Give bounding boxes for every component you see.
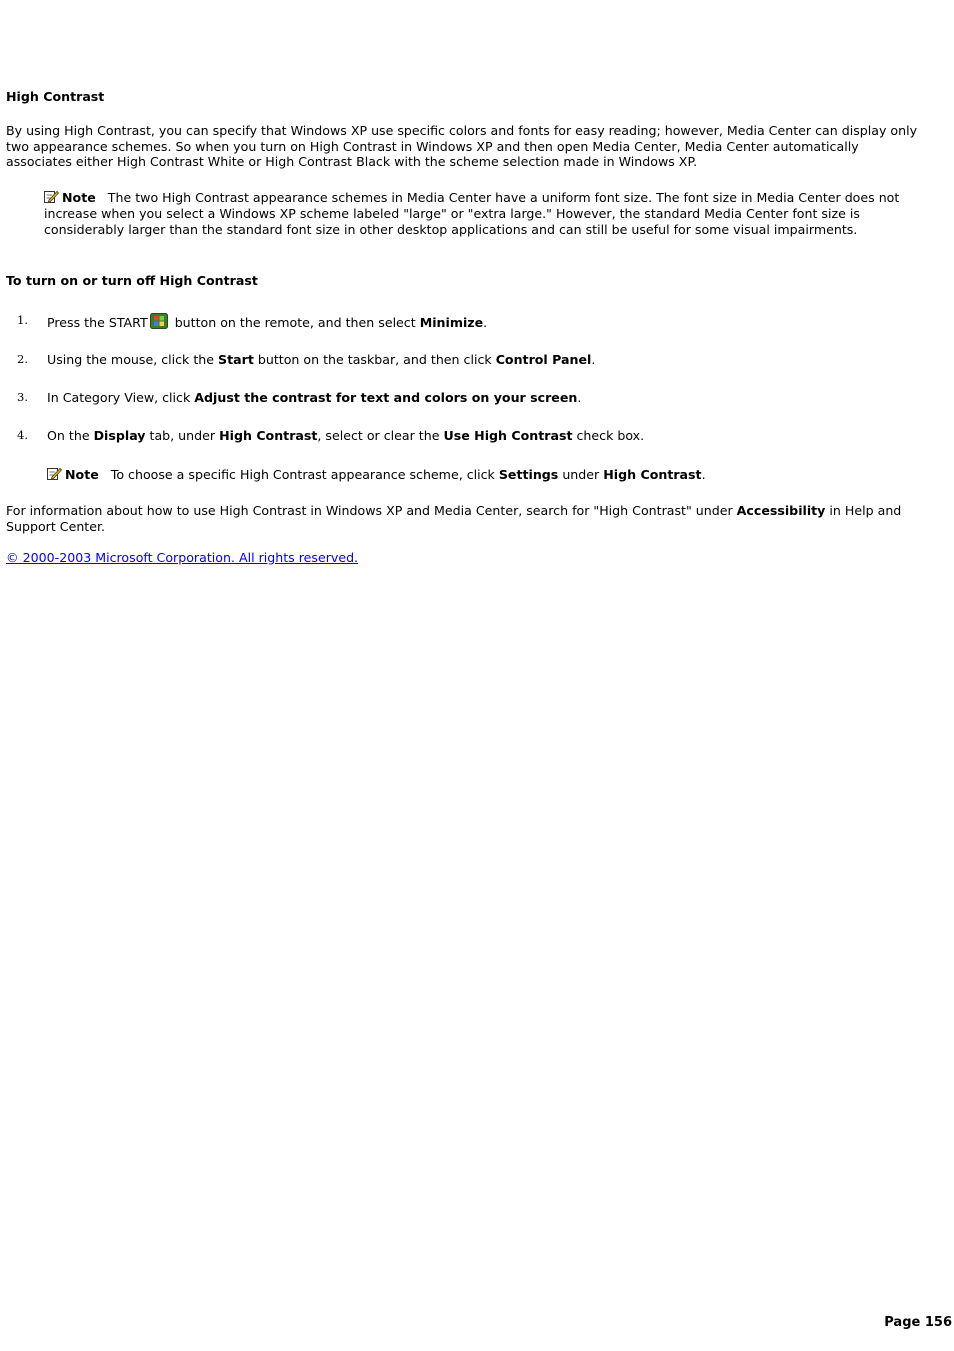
step-2 xyxy=(0,352,924,372)
ui-term-high-contrast: High Contrast xyxy=(219,428,318,443)
page-number: Page 156 xyxy=(884,1315,952,1330)
copyright-line xyxy=(6,550,924,566)
step-text: Using the mouse, click the xyxy=(47,352,215,367)
step-1 xyxy=(0,313,924,333)
ui-term-control-panel: Control Panel xyxy=(495,352,592,367)
step-text: In Category View, click xyxy=(47,390,191,405)
ui-term-accessibility: Accessibility xyxy=(736,503,826,518)
step-number: 4. xyxy=(17,428,28,442)
note-label: Note xyxy=(65,467,99,482)
info-text: in Help and Support Center. xyxy=(6,503,902,534)
note-text: The two High Contrast appearance schemes in Media Center have a uniform font size. The font size in Media Center does not increase when you select a Windows XP scheme labeled "large" or "extra large." However, the standard Media Center font size is considerably larger than the standard font size in other desktop applications and can still be useful for some visual impairments. xyxy=(44,190,900,237)
copyright-link[interactable]: © 2000-2003 Microsoft Corporation. All rights reserved. xyxy=(6,550,359,565)
note-pencil-icon xyxy=(47,467,62,480)
ui-term-high-contrast: High Contrast xyxy=(603,467,702,482)
step-text: . xyxy=(483,315,488,330)
ui-term-start: Start xyxy=(218,352,254,367)
note-text: . xyxy=(701,467,706,482)
intro-paragraph: By using High Contrast, you can specify that Windows XP use specific colors and fonts for easy reading; however, Media Center can display only two appearance schemes. So when you turn on High Contrast in Windows XP and then open Media Center, Media Center automatically associates either High Contrast White or High Contrast Black with the scheme selection made in Windows XP. xyxy=(6,123,918,170)
note-box-2 xyxy=(47,467,924,483)
note-label: Note xyxy=(62,190,96,205)
step-text: tab, under xyxy=(149,428,216,443)
step-number: 3. xyxy=(17,390,28,404)
note-pencil-icon xyxy=(44,190,59,203)
step-text: On the xyxy=(47,428,90,443)
procedure-heading: To turn on or turn off High Contrast xyxy=(6,273,258,288)
step-4 xyxy=(0,428,924,448)
step-text: . xyxy=(577,390,582,405)
page-title: High Contrast xyxy=(6,89,105,104)
step-text: . xyxy=(591,352,596,367)
note-text: To choose a specific High Contrast appearance scheme, click xyxy=(110,467,495,482)
ui-term-use-high-contrast: Use High Contrast xyxy=(443,428,573,443)
note-text: under xyxy=(562,467,600,482)
note-box-1 xyxy=(44,190,924,237)
step-3 xyxy=(0,390,924,410)
step-text: check box. xyxy=(576,428,645,443)
step-text: Press the START xyxy=(47,315,148,330)
step-text: button on the remote, and then select xyxy=(174,315,416,330)
ui-term-settings: Settings xyxy=(498,467,559,482)
step-text: button on the taskbar, and then click xyxy=(257,352,492,367)
info-paragraph xyxy=(6,503,924,534)
info-text: For information about how to use High Contrast in Windows XP and Media Center, search for "High Contrast" under xyxy=(6,503,733,518)
step-number: 1. xyxy=(17,313,28,327)
windows-start-icon xyxy=(150,313,168,329)
step-number: 2. xyxy=(17,352,28,366)
ui-term-adjust-contrast: Adjust the contrast for text and colors on your screen xyxy=(194,390,578,405)
ui-term-minimize: Minimize xyxy=(419,315,484,330)
ui-term-display: Display xyxy=(93,428,146,443)
step-text: , select or clear the xyxy=(317,428,440,443)
